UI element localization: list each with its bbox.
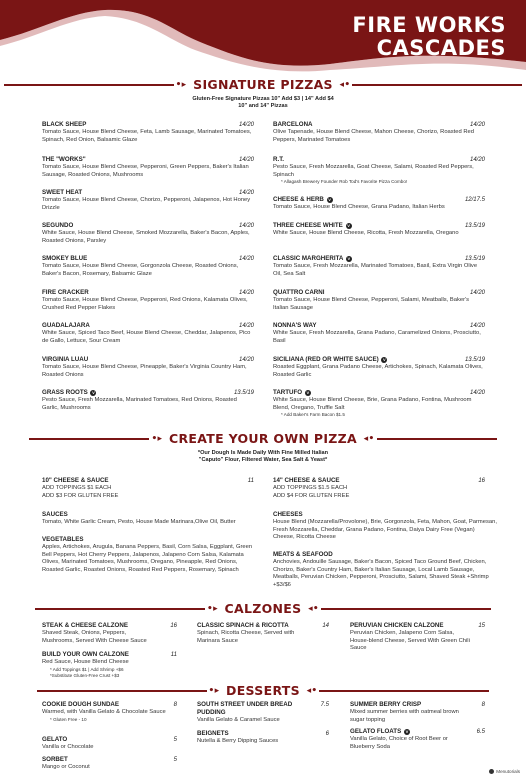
item-name: FIRE CRACKER — [42, 289, 89, 296]
item-name: COOKIE DOUGH SUNDAE — [42, 701, 120, 708]
menu-item-tartufo — [273, 389, 485, 418]
item-desc: Vanilla Gelato, Choice of Root Beer or Blueberry Soda — [350, 736, 448, 750]
item-desc-line2: ADD $4 FOR GLUTEN FREE — [273, 492, 350, 499]
menu-item-barcelona — [273, 121, 485, 144]
item-name: QUATTRO CARNI — [273, 289, 325, 296]
logo-text: Menutorials — [496, 768, 520, 774]
item-name-text: CLASSIC MARGHERITA — [273, 255, 344, 262]
menu-item-sweet-heat — [42, 189, 254, 212]
item-desc-line1: ADD TOPPINGS $1.5 EACH — [273, 485, 348, 491]
item-price: 5 — [173, 757, 177, 763]
brand-title — [352, 14, 506, 60]
item-price: 11 — [247, 478, 254, 484]
item-price: 13.5/19 — [233, 390, 254, 396]
vegetables-label: VEGETABLES — [42, 536, 84, 543]
item-name: THE "WORKS" — [42, 156, 86, 163]
item-name-text: THREE CHEESE WHITE — [273, 222, 343, 229]
item-fine-print-2: *Substitute Gluten-Free Crust +$3 — [50, 672, 120, 678]
menu-item-segundo — [42, 222, 254, 245]
calzones-heading: •▸ CALZONES ◂• — [0, 600, 526, 616]
item-desc: Tomato Sauce, House Blend Cheese, Pepperoni, Salami, Meatballs, Baker's Italian Sausage — [273, 297, 470, 311]
item-name: SUMMER BERRY CRISP — [350, 701, 422, 708]
item-name: BARCELONA — [273, 121, 313, 128]
item-desc-line2: ADD $3 FOR GLUTEN FREE — [42, 492, 119, 499]
item-name: PERUVIAN CHICKEN CALZONE — [350, 622, 444, 629]
menu-item-virginia-luau — [42, 356, 254, 379]
sauces-list: Tomato, White Garlic Cream, Pesto, House Made Marinara,Olive Oil, Butter — [42, 519, 236, 525]
item-desc: Tomato Sauce, House Blend Cheese, Feta, Lamb Sausage, Marinated Tomatoes, Spinach, Red Onion, Balsamic Glaze — [42, 129, 252, 143]
dough-note-line2: "Caputo" Flour, Filtered Water, Sea Salt & Yeast* — [198, 457, 328, 463]
item-name: SOUTH STREET UNDER BREAD PUDDING — [197, 701, 293, 716]
meats-label: MEATS & SEAFOOD — [273, 551, 333, 558]
item-desc: Mango or Coconut — [42, 764, 90, 770]
calzones-title: CALZONES — [224, 601, 302, 616]
item-name — [273, 255, 485, 263]
item-desc: Tomato Sauce, Fresh Mozzarella, Marinated Tomatoes, Basil, Extra Virgin Olive Oil, Sea Salt — [273, 263, 478, 277]
item-name: 14" CHEESE & SAUCE — [273, 477, 340, 484]
signature-note-line1: Gluten-Free Signature Pizzas 10" Add $3 | 14" Add $4 — [192, 96, 334, 102]
item-price: 6.5 — [476, 729, 485, 735]
item-name: 10" CHEESE & SAUCE — [42, 477, 109, 484]
menu-item-fire-cracker — [42, 289, 254, 312]
item-fine-print: * Add Baker's Farm Bacon $1.5 — [281, 412, 345, 418]
item-price: 7.5 — [320, 702, 329, 708]
item-name: SORBET — [42, 756, 68, 763]
cyop-14-inch — [273, 477, 485, 500]
item-desc: Tomato Sauce, House Blend Cheese, Pepperoni, Red Onions, Kalamata Olives, Crushed Red Pepper Flakes — [42, 297, 248, 311]
item-fine-print: * Gluten Free - 10 — [50, 716, 87, 722]
item-name: SMOKEY BLUE — [42, 255, 88, 262]
menutorials-logo — [489, 769, 520, 774]
menu-item-gelato — [42, 736, 177, 752]
brand-title-line1: FIRE WORKS — [352, 13, 506, 37]
item-desc: Vanilla or Chocolate — [42, 744, 94, 750]
item-desc: Mixed summer berries with oatmeal brown sugar topping — [350, 709, 459, 723]
item-price: 16 — [170, 623, 177, 629]
item-name — [273, 356, 485, 364]
cyop-10-inch — [42, 477, 254, 500]
cheeses-list: House Blend (Mozzarella/Provolone), Brie, Gorgonzola, Feta, Mahon, Goat, Parmesan, Fresh Mozzarella, Cheddar, Grana Padano, Fontina, Daiya Dairy Free (Vegan) Cheese, Ricotta Cheese — [273, 519, 497, 540]
menu-item-three-cheese-white — [273, 222, 485, 238]
item-name: BLACK SHEEP — [42, 121, 87, 128]
item-name-text: CHEESE & HERB — [273, 196, 324, 203]
item-desc: Tomato Sauce, House Blend Cheese, Grana Padano, Italian Herbs — [273, 204, 445, 210]
item-price: 5 — [173, 737, 177, 743]
menu-item-gelato-floats — [350, 728, 485, 751]
item-name — [273, 196, 485, 204]
item-price: 14 — [322, 623, 329, 629]
item-fine-print-1: * Add Toppings $1 | Add Shrimp +$6 — [50, 666, 124, 672]
signature-note-line2: 10" and 14" Pizzas — [238, 103, 288, 109]
item-name: NONNA'S WAY — [273, 322, 317, 329]
item-name: GELATO — [42, 736, 68, 743]
item-price: 8 — [481, 702, 485, 708]
item-desc: Roasted Eggplant, Grana Padano Cheese, Artichokes, Spinach, Kalamata Olives, Roasted Garlic — [273, 364, 483, 378]
item-name — [350, 728, 485, 736]
menu-item-guadalajara — [42, 322, 254, 345]
item-price: 6 — [325, 731, 329, 737]
item-desc: Olive Tapenade, House Blend Cheese, Mahon Cheese, Chorizo, Roasted Red Peppers, Marinated Tomatoes — [273, 129, 474, 143]
menu-item-black-sheep — [42, 121, 254, 144]
item-desc: Red Sauce, House Blend Cheese — [42, 659, 129, 665]
item-price: 13.5/19 — [464, 223, 485, 229]
item-desc: Nutella & Berry Dipping Sauces — [197, 738, 279, 744]
menu-item-nonnas-way — [273, 322, 485, 345]
item-price: 14/20 — [469, 323, 485, 329]
vegetarian-icon: V — [405, 729, 409, 734]
item-name: R.T. — [273, 156, 284, 163]
item-name — [42, 389, 254, 397]
item-name-text: TARTUFO — [273, 389, 303, 396]
signature-pizzas-title: SIGNATURE PIZZAS — [193, 77, 333, 92]
item-name: SEGUNDO — [42, 222, 74, 229]
item-desc: Tomato Sauce, House Blend Cheese, Chorizo, Pepperoni, Jalapenos, Hot Honey Drizzle — [42, 197, 251, 211]
item-name — [273, 389, 485, 397]
item-desc: Tomato Sauce, House Blend Cheese, Pepperoni, Green Peppers, Baker's Italian Sausage, Roasted Onions, Mushrooms — [42, 164, 249, 178]
item-price: 14/20 — [238, 357, 254, 363]
item-desc: Spinach, Ricotta Cheese, Served with Marinara Sauce — [197, 630, 295, 644]
menu-item-cheese-herb — [273, 196, 485, 212]
menu-item-classic-spinach-ricotta — [197, 622, 329, 645]
menu-item-cookie-dough-sundae — [42, 701, 177, 723]
menu-item-bread-pudding — [197, 701, 329, 725]
menu-item-siciliana — [273, 356, 485, 379]
menu-item-rt — [273, 156, 485, 185]
item-desc: White Sauce, House Blend Cheese, Brie, Grana Padano, Fontina, Mushroom Blend, Oregano, Truffle Salt — [273, 397, 472, 411]
menu-item-build-your-own-calzone — [42, 651, 177, 679]
item-name: SWEET HEAT — [42, 189, 83, 196]
item-price: 14/20 — [469, 290, 485, 296]
item-price: 14/20 — [469, 122, 485, 128]
item-name: STEAK & CHEESE CALZONE — [42, 622, 128, 629]
vegetarian-icon: V — [347, 223, 350, 228]
signature-pizzas-heading: •▸ SIGNATURE PIZZAS ◂• — [0, 76, 526, 92]
menu-item-summer-berry-crisp — [350, 701, 485, 724]
item-desc: Pesto Sauce, Fresh Mozzarella, Goat Cheese, Salami, Roasted Red Peppers, Spinach — [273, 164, 474, 178]
item-price: 14/20 — [469, 390, 485, 396]
item-name-text: GELATO FLOATS — [350, 728, 402, 735]
desserts-title: DESSERTS — [226, 683, 300, 698]
item-price: 14/20 — [238, 122, 254, 128]
create-your-own-title: CREATE YOUR OWN PIZZA — [169, 431, 357, 446]
meats-list: Anchovies, Andouille Sausage, Baker's Bacon, Spiced Taco Ground Beef, Chicken, Chorizo, Baker's Country Ham, Baker's Italian Sausage, Local Lamb Sausage, Meatballs, Peruvian Chicken, Pepperoni, Prosciutto, Salami, Shaved Steak +Shrimp +$3/$6 — [273, 559, 489, 588]
menu-item-classic-margherita — [273, 255, 485, 278]
logo-icon — [489, 769, 494, 774]
cheeses-label: CHEESES — [273, 511, 303, 518]
item-desc: White Sauce, House Blend Cheese, Smoked Mozzarella, Baker's Bacon, Apples, Roasted Onions, Parsley — [42, 230, 250, 244]
item-price: 8 — [173, 702, 177, 708]
item-desc: Peruvian Chicken, Jalapeno Corn Salsa, House-blend Cheese, Served With Green Chili Sauce — [350, 630, 470, 652]
item-desc: White Sauce, Fresh Mozzarella, Grana Padano, Caramelized Onions, Prosciutto, Basil — [273, 330, 481, 344]
item-desc: Tomato Sauce, House Blend Cheese, Pineapple, Baker's Virginia Country Ham, Roasted Onions — [42, 364, 247, 378]
vegetarian-icon: V — [347, 256, 351, 261]
item-price: 14/20 — [238, 323, 254, 329]
item-price: 14/20 — [238, 256, 254, 262]
menu-item-smokey-blue — [42, 255, 254, 278]
item-price: 11 — [170, 652, 177, 658]
menu-item-peruvian-chicken-calzone — [350, 622, 485, 653]
item-name: GUADALAJARA — [42, 322, 90, 329]
brand-title-line2: CASCADES — [376, 36, 506, 60]
vegetables-list: Apples, Artichokes, Arugula, Banana Peppers, Basil, Corn Salsa, Eggplant, Green Bell Peppers, Hot Cherry Peppers, Jalapenos, Jalapeno Corn Salsa, Kalamata Olives, Marinated Tomatoes, Mushrooms, Oregano, Pineapple, Red Onions, Roasted Garlic, Roasted Onions, Roasted Red Peppers, Rosemary, Spinach — [42, 544, 253, 573]
item-name: VIRGINIA LUAU — [42, 356, 89, 363]
item-desc: Shaved Steak, Onions, Peppers, Mushrooms, Served With Cheese Sauce — [42, 630, 147, 644]
item-fine-print: * Allagash Brewery Founder Rob Tod's Favorite Pizza Combo! — [281, 179, 408, 185]
dough-note-line1: *Our Dough Is Made Daily With Fine Milled Italian — [197, 450, 329, 456]
item-desc: White Sauce, House Blend Cheese, Ricotta, Fresh Mozzarella, Oregano — [273, 230, 459, 236]
vegetarian-icon: V — [306, 390, 310, 395]
signature-note — [0, 96, 526, 110]
item-price: 16 — [478, 478, 485, 484]
item-desc: Vanilla Gelato & Caramel Sauce — [197, 717, 280, 723]
item-desc-line1: ADD TOPPINGS $1 EACH — [42, 485, 112, 491]
create-your-own-heading: •▸ CREATE YOUR OWN PIZZA ◂• — [0, 430, 526, 446]
item-name-text: SICILIANA (RED OR WHITE SAUCE) — [273, 356, 379, 363]
item-price: 15 — [478, 623, 485, 629]
vegetarian-icon: V — [383, 357, 386, 362]
item-name-text: GRASS ROOTS — [42, 389, 88, 396]
item-desc: White Sauce, Spiced Taco Beef, House Blend Cheese, Cheddar, Jalapenos, Pico de Gallo, Lettuce, Sour Cream — [42, 330, 251, 344]
item-name: BEIGNETS — [197, 730, 229, 737]
item-price: 14/20 — [238, 157, 254, 163]
item-price: 14/20 — [469, 157, 485, 163]
menu-item-quattro-carni — [273, 289, 485, 312]
menu-item-grass-roots — [42, 389, 254, 412]
dough-note — [0, 450, 526, 464]
sauces-label: SAUCES — [42, 511, 68, 518]
item-name — [273, 222, 485, 230]
item-desc: Pesto Sauce, Fresh Mozzarella, Marinated Tomatoes, Red Onions, Roasted Garlic, Mushrooms — [42, 397, 237, 411]
item-price: 14/20 — [238, 290, 254, 296]
item-desc: Warmed, with Vanilla Gelato & Chocolate Sauce — [42, 709, 166, 715]
menu-item-beignets — [197, 730, 329, 746]
item-price: 13.5/19 — [464, 256, 485, 262]
item-desc: Tomato Sauce, House Blend Cheese, Gorgonzola Cheese, Roasted Onions, Baker's Bacon, Rosemary, Balsamic Glaze — [42, 263, 239, 277]
desserts-heading: •▸ DESSERTS ◂• — [0, 682, 526, 698]
menu-item-steak-cheese-calzone — [42, 622, 177, 645]
menu-item-sorbet — [42, 756, 177, 772]
item-name: BUILD YOUR OWN CALZONE — [42, 651, 129, 658]
menu-item-the-works — [42, 156, 254, 179]
vegetarian-icon: V — [92, 390, 95, 395]
item-price: 13.5/19 — [464, 357, 485, 363]
item-price: 14/20 — [238, 190, 254, 196]
item-name: CLASSIC SPINACH & RICOTTA — [197, 622, 289, 629]
item-price: 14/20 — [238, 223, 254, 229]
vegetarian-icon: V — [328, 197, 331, 202]
item-price: 12/17.5 — [464, 197, 485, 203]
